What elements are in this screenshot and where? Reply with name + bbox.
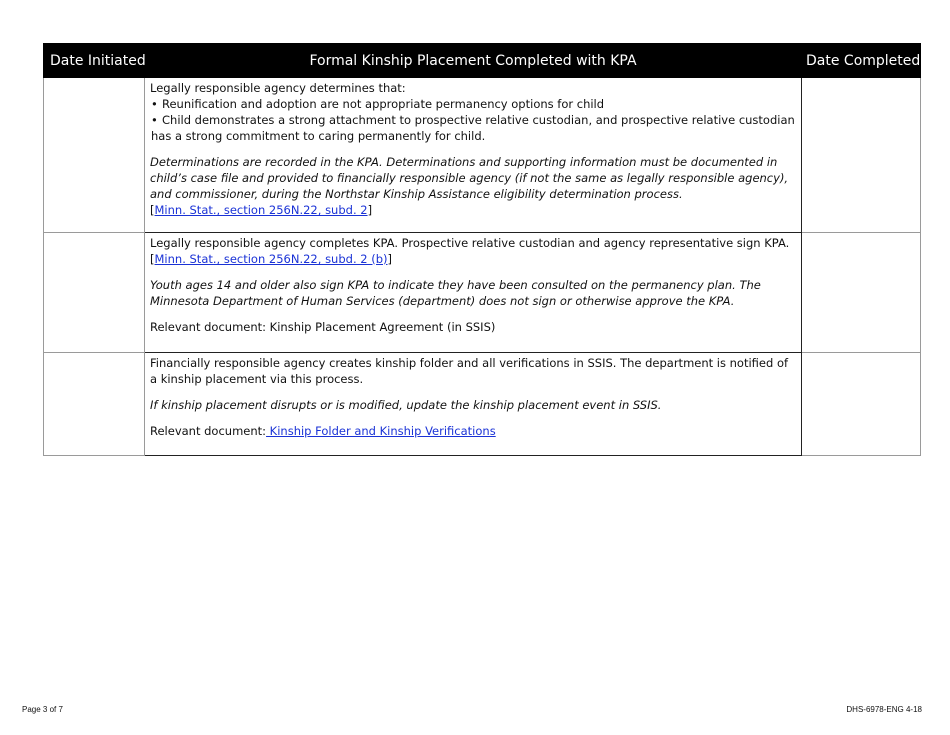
step-cell (145, 78, 802, 233)
bracket-close: ] (387, 252, 392, 266)
step-cell (145, 233, 802, 353)
step-note: Youth ages 14 and older also sign KPA to indicate they have been consulted on the permanency plan. The Minnesota Department of Human Services (department) does not sign or otherwise approve the KPA. (150, 278, 761, 308)
date-initiated-cell[interactable] (44, 78, 145, 233)
bracket-close: ] (367, 203, 373, 217)
kinship-placement-table (43, 43, 921, 456)
step-text: Legally responsible agency completes KPA. Prospective relative custodian and agency representative sign KPA. (150, 236, 790, 250)
header-title: Formal Kinship Placement Completed with KPA (145, 44, 802, 78)
table-header-row (44, 44, 921, 78)
relevant-document (150, 423, 795, 439)
bracket-open: [ (150, 252, 155, 266)
statute-reference (150, 202, 795, 218)
statute-link[interactable]: Minn. Stat., section 256N.22, subd. 2 (b) (154, 252, 388, 266)
statute-reference (150, 251, 795, 267)
relevant-document: Relevant document: Kinship Placement Agreement (in SSIS) (150, 320, 496, 334)
bracket-open: [ (150, 203, 155, 217)
date-completed-cell[interactable] (802, 233, 921, 353)
form-id: DHS-6978-ENG 4-18 (846, 705, 922, 714)
date-completed-cell[interactable] (802, 353, 921, 456)
date-initiated-cell[interactable] (44, 353, 145, 456)
relevant-document-label: Relevant document: (150, 424, 267, 438)
statute-link[interactable]: Minn. Stat., section 256N.22, subd. 2 (154, 203, 368, 217)
date-completed-cell[interactable] (802, 78, 921, 233)
date-initiated-cell[interactable] (44, 233, 145, 353)
bullet-item: • Reunification and adoption are not appropriate permanency options for child (150, 96, 795, 112)
step-intro: Legally responsible agency determines that: (150, 81, 406, 95)
header-date-completed: Date Completed (802, 44, 921, 78)
step-cell (145, 353, 802, 456)
table-row (44, 78, 921, 233)
kinship-folder-link[interactable]: Kinship Folder and Kinship Verifications (266, 424, 496, 438)
step-note: If kinship placement disrupts or is modified, update the kinship placement event in SSIS. (150, 398, 662, 412)
step-note: Determinations are recorded in the KPA. Determinations and supporting information must be documented in child’s case file and provided to financially responsible agency (if not the same as legally responsible agency), and commissioner, during the Northstar Kinship Assistance eligibility determination process. (150, 155, 789, 201)
header-date-initiated: Date Initiated (44, 44, 145, 78)
table-row (44, 353, 921, 456)
page-number: Page 3 of 7 (22, 705, 63, 714)
table-row (44, 233, 921, 353)
step-text: Financially responsible agency creates kinship folder and all verifications in SSIS. The department is notified of a kinship placement via this process. (150, 356, 789, 386)
bullet-item: • Child demonstrates a strong attachment to prospective relative custodian, and prospective relative custodian has a strong commitment to caring permanently for child. (150, 112, 795, 144)
